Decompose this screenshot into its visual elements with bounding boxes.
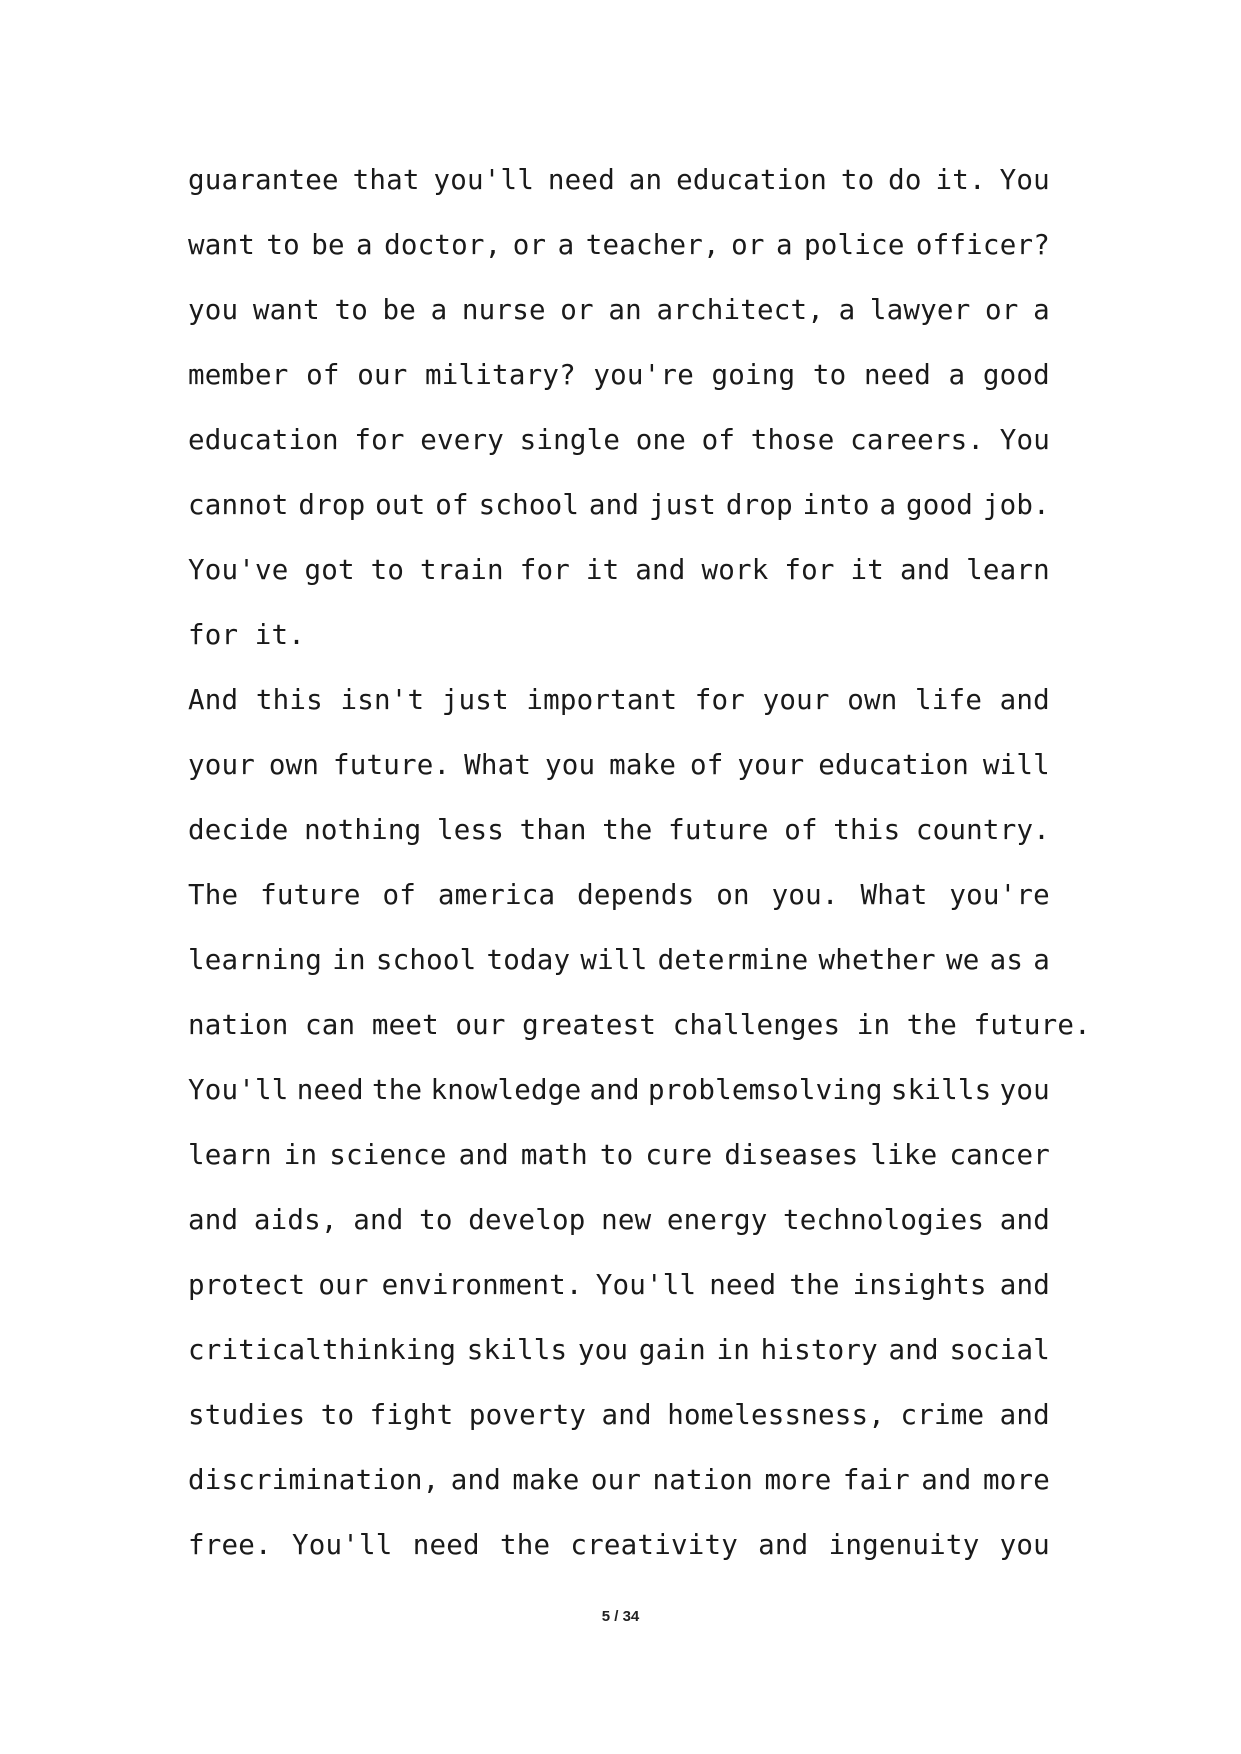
text-line: And this isn't just important for your own life and — [188, 684, 1050, 716]
text-line: studies to fight poverty and homelessness, crime and — [188, 1399, 1050, 1431]
text-line: cannot drop out of school and just drop into a good job. — [188, 489, 1050, 521]
text-line: discrimination, and make our nation more fair and more — [188, 1464, 1050, 1496]
text-line: learn in science and math to cure diseases like cancer — [188, 1139, 1050, 1171]
body-text — [188, 148, 1091, 1578]
text-line: and aids, and to develop new energy technologies and — [188, 1204, 1050, 1236]
text-line: protect our environment. You'll need the insights and — [188, 1269, 1050, 1301]
text-line: free. You'll need the creativity and ingenuity you — [188, 1529, 1050, 1561]
text-line: want to be a doctor, or a teacher, or a police officer? — [188, 229, 1050, 261]
text-line: You'll need the knowledge and problemsolving skills you — [188, 1074, 1050, 1106]
text-line: you want to be a nurse or an architect, a lawyer or a — [188, 294, 1050, 326]
text-line: education for every single one of those careers. You — [188, 424, 1050, 456]
text-line: your own future. What you make of your education will — [188, 749, 1050, 781]
text-line: member of our military? you're going to need a good — [188, 359, 1050, 391]
text-line: guarantee that you'll need an education to do it. You — [188, 164, 1050, 196]
text-line: The future of america depends on you. What you're — [188, 879, 1050, 911]
text-line: criticalthinking skills you gain in history and social — [188, 1334, 1050, 1366]
text-line: You've got to train for it and work for it and learn — [188, 554, 1050, 586]
text-line: nation can meet our greatest challenges in the future. — [188, 1009, 1091, 1041]
page-number: 5 / 34 — [601, 1608, 640, 1625]
text-line: learning in school today will determine whether we as a — [188, 944, 1050, 976]
text-line: decide nothing less than the future of this country. — [188, 814, 1050, 846]
text-line: for it. — [188, 619, 306, 651]
